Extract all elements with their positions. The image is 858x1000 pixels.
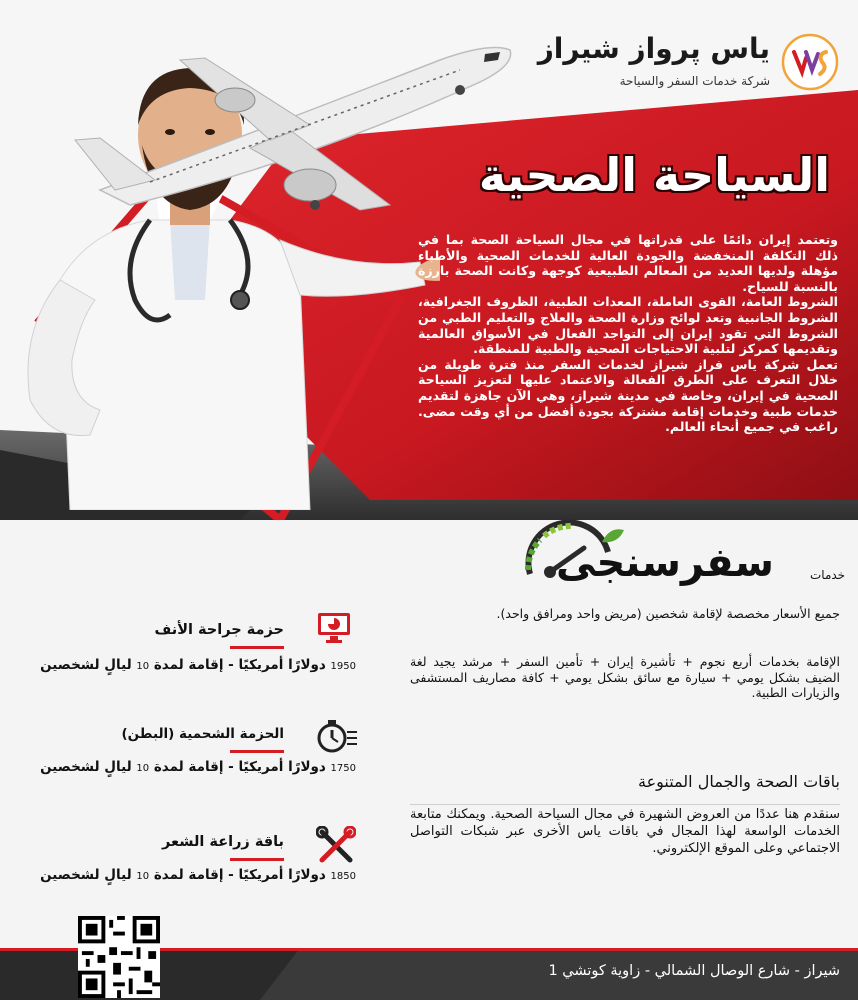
package-title: الحزمة الشحمية (البطن) <box>121 726 284 742</box>
intro-text <box>418 232 838 435</box>
variety-text: سنقدم هنا عددًا من العروض الشهيرة في مجال السياحة الصحية. ويمكنك متابعة الخدمات الواسعة لهذا المجال في باقات ياس الأخرى عبر شبكات التواصل الاجتماعي وعلى الموقع الإلكتروني. <box>410 807 840 857</box>
company-logo <box>520 30 840 100</box>
monitor-pie-icon <box>316 610 352 646</box>
company-name: یاس پرواز شیراز <box>537 32 770 65</box>
company-subtitle: شركة خدمات السفر والسياحة <box>619 74 770 88</box>
qr-code-icon[interactable] <box>78 916 160 998</box>
tools-icon <box>316 826 356 866</box>
package-price-text: 1950 دولارًا أمريكيًا - إقامة لمدة 10 ليالٍ لشخصين <box>40 657 356 673</box>
package-underline <box>230 750 284 753</box>
includes-text: الإقامة بخدمات أربع نجوم + تأشيرة إيران + تأمين السفر + مرشد يجيد لغة الضيف بشكل يومي + سيارة مع سائق بشكل يومي + كافة مصاريف المستشفى والزيارات الطبية. <box>410 654 840 701</box>
variety-title: باقات الصحة والجمال المتنوعة <box>637 772 840 791</box>
safarsanji-tag: خدمات <box>810 568 846 582</box>
safarsanji-logo <box>510 512 850 602</box>
yas-logo-icon <box>780 32 840 92</box>
package-price-text: 1850 دولارًا أمريكيًا - إقامة لمدة 10 ليالٍ لشخصين <box>40 867 356 883</box>
safarsanji-name: سفرسنجی <box>556 540 774 586</box>
package-title: حزمة جراحة الأنف <box>154 622 284 638</box>
package-underline <box>230 646 284 649</box>
footer-address: شيراز - شارع الوصال الشمالي - زاوية كوتشي 1 <box>548 963 840 979</box>
package-price-text: 1750 دولارًا أمريكيًا - إقامة لمدة 10 ليالٍ لشخصين <box>40 759 356 775</box>
intro-paragraph: الشروط العامة، القوى العاملة، المعدات الطبية، الظروف الجغرافية، الشروط الجانبية وتعد لوائح وزارة الصحة والعلاج والتعليم الطبي من الشروط التي تقود إيران إلى التواجد الفعال في الأسواق العالمية وتقديمها كمركز لتلبية الاحتياجات الصحية والطبية للمنطقة. <box>418 294 838 357</box>
package-underline <box>230 858 284 861</box>
package-title: باقة زراعة الشعر <box>161 834 284 850</box>
intro-paragraph: وتعتمد إيران دائمًا على قدراتها في مجال السياحة الصحة بما في ذلك التكلفة المنخفضة والجودة العالية للخدمات الصحية والأطباء مؤهلة ولديها العديد من المعالم الطبيعية كوجهة وكانت الصحة بارزة بالنسبة للسياح. <box>418 232 838 294</box>
intro-paragraph: تعمل شركة ياس فراز شيراز لخدمات السفر منذ فترة طويلة من خلال التعرف على الطرق الفعالة والاعتماد عليها لتعزيز السياحة الصحية في إيران، وخاصة في مدينة شيراز، وهي الآن جاهزة لتقديم خدمات طبية وخدمات إقامة مشتركة بجودة أفضل من أي وقت مضى. راغب في جميع أنحاء العالم. <box>418 356 838 435</box>
stopwatch-icon <box>314 718 358 754</box>
price-note: جميع الأسعار مخصصة لإقامة شخصين (مريض واحد ومرافق واحد). <box>496 606 840 621</box>
page-title: السياحة الصحية <box>478 148 830 202</box>
divider <box>410 804 840 805</box>
